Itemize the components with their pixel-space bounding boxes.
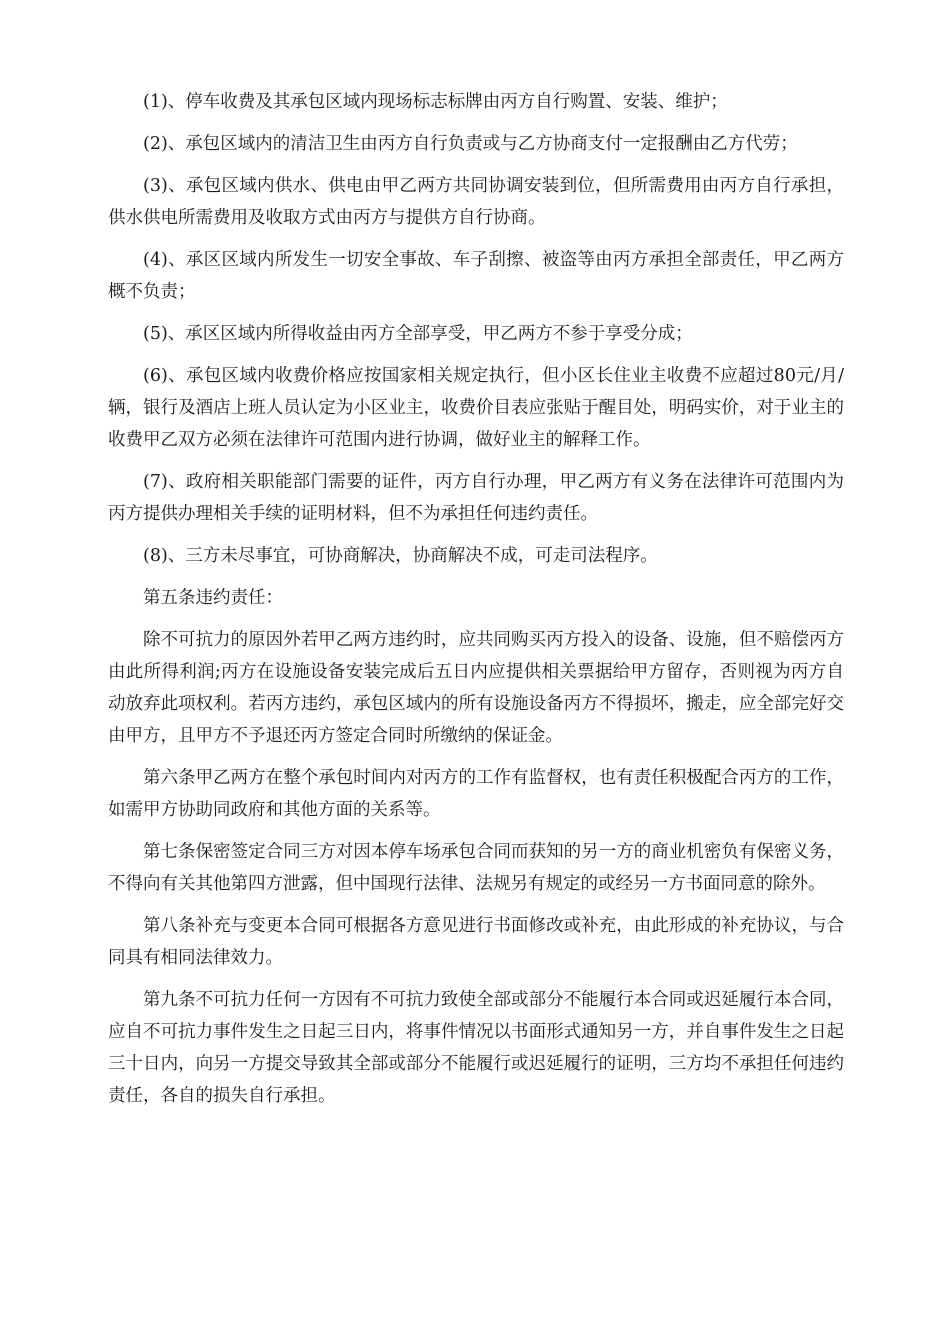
clause-6: (6)、承包区域内收费价格应按国家相关规定执行，但小区长住业主收费不应超过80元/月/辆，银行及酒店上班人员认定为小区业主，收费价目表应张贴于醒目处，明码实价，对于业主的收费甲乙双方必须在法律许可范围内进行协调，做好业主的解释工作。	[108, 366, 844, 450]
clause-3: (3)、承包区域内供水、供电由甲乙两方共同协调安装到位，但所需费用由丙方自行承担，供水供电所需费用及收取方式由丙方与提供方自行协商。	[108, 176, 844, 228]
article-5-heading: 第五条违约责任：	[143, 588, 283, 608]
clause-2: (2)、承包区域内的清洁卫生由丙方自行负责或与乙方协商支付一定报酬由乙方代劳；	[143, 134, 798, 154]
article-5-body: 除不可抗力的原因外若甲乙两方违约时，应共同购买丙方投入的设备、设施，但不赔偿丙方由此所得利润;丙方在设施设备安装完成后五日内应提供相关票据给甲方留存，否则视为丙方自动放弃此项权利。若丙方违约，承包区域内的所有设施设备丙方不得损坏，搬走，应全部完好交由甲方，且甲方不予退还丙方签定合同时所缴纳的保证金。	[108, 630, 844, 746]
article-6: 第六条甲乙两方在整个承包时间内对丙方的工作有监督权，也有责任积极配合丙方的工作，如需甲方协助同政府和其他方面的关系等。	[108, 768, 844, 820]
article-7: 第七条保密签定合同三方对因本停车场承包合同而获知的另一方的商业机密负有保密义务，不得向有关其他第四方泄露，但中国现行法律、法规另有规定的或经另一方书面同意的除外。	[108, 842, 844, 894]
article-9: 第九条不可抗力任何一方因有不可抗力致使全部或部分不能履行本合同或迟延履行本合同，应自不可抗力事件发生之日起三日内，将事件情况以书面形式通知另一方，并自事件发生之日起三十日内，向另一方提交导致其全部或部分不能履行或迟延履行的证明，三方均不承担任何违约责任，各自的损失自行承担。	[108, 990, 844, 1106]
clause-7: (7)、政府相关职能部门需要的证件，丙方自行办理，甲乙两方有义务在法律许可范围内为丙方提供办理相关手续的证明材料，但不为承担任何违约责任。	[108, 472, 844, 524]
clause-4: (4)、承区区域内所发生一切安全事故、车子刮擦、被盗等由丙方承担全部责任，甲乙两方概不负责；	[108, 250, 844, 302]
clause-5: (5)、承区区域内所得收益由丙方全部享受，甲乙两方不参于享受分成；	[143, 324, 693, 344]
article-8: 第八条补充与变更本合同可根据各方意见进行书面修改或补充，由此形成的补充协议，与合同具有相同法律效力。	[108, 916, 844, 968]
clause-1: (1)、停车收费及其承包区域内现场标志标牌由丙方自行购置、安装、维护；	[143, 92, 728, 112]
document-body	[108, 86, 844, 1122]
clause-8: (8)、三方未尽事宜，可协商解决，协商解决不成，可走司法程序。	[143, 546, 658, 566]
